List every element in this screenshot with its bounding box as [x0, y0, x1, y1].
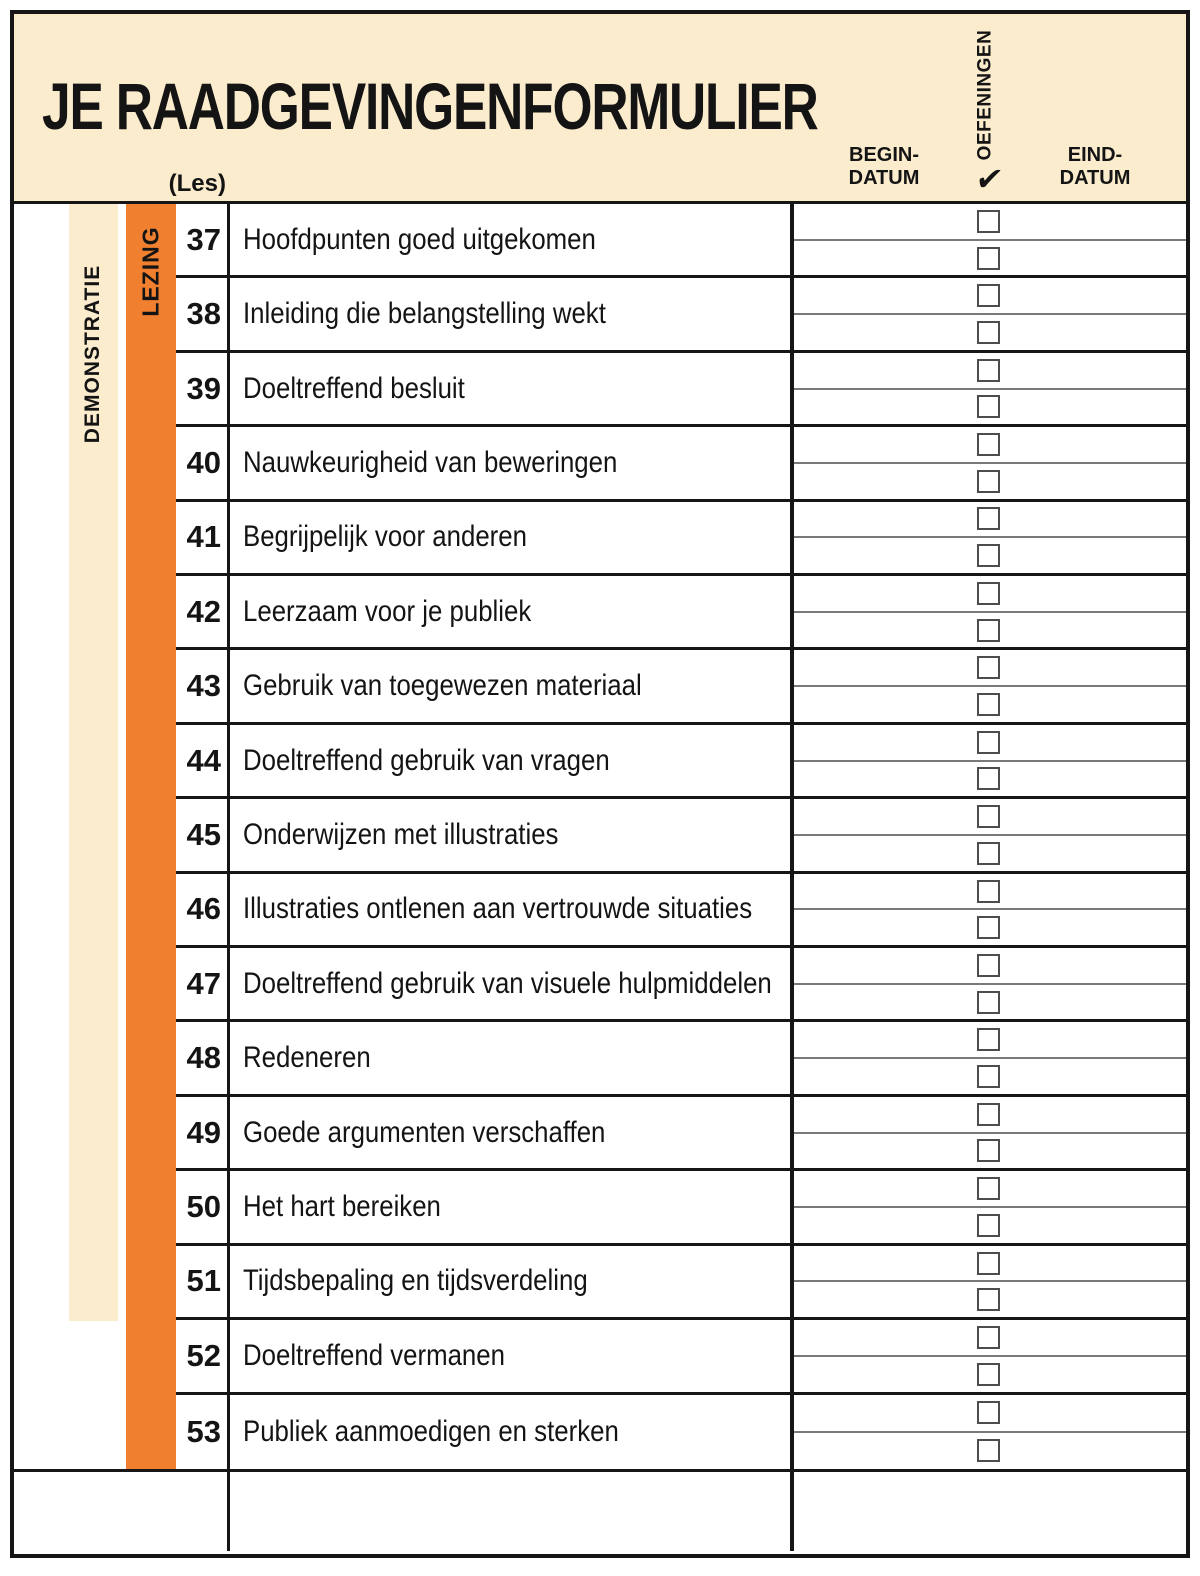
practice-session-row[interactable]	[790, 1246, 1186, 1283]
oefeningen-checkbox[interactable]	[977, 1139, 1000, 1162]
eind-datum-line1: EIND-	[1067, 144, 1123, 166]
counsel-point-label: Begrijpelijk voor anderen	[243, 520, 527, 554]
counsel-point-label: Goede argumenten verschaffen	[243, 1115, 606, 1149]
practice-session-row[interactable]	[790, 1357, 1186, 1392]
begin-datum-line1: BEGIN-	[849, 144, 919, 166]
oefeningen-checkbox[interactable]	[977, 842, 1000, 865]
lesson-row	[176, 650, 1186, 724]
practice-session-row[interactable]	[790, 1433, 1186, 1469]
practice-panel	[790, 650, 1186, 721]
lesson-row	[176, 1395, 1186, 1469]
eind-datum-line2: DATUM	[1059, 167, 1131, 189]
counsel-point	[227, 427, 790, 498]
lesson-number: 50	[186, 1188, 221, 1224]
lesson-number: 38	[186, 296, 221, 332]
counsel-point	[227, 1246, 790, 1317]
oefeningen-checkbox[interactable]	[977, 1177, 1000, 1200]
oefeningen-checkbox[interactable]	[977, 1252, 1000, 1275]
practice-panel	[790, 1395, 1186, 1469]
practice-session-row[interactable]	[790, 576, 1186, 613]
oefeningen-label: OEFENINGEN	[974, 29, 995, 161]
oefeningen-checkbox[interactable]	[977, 880, 1000, 903]
counsel-point	[227, 799, 790, 870]
lesson-number: 49	[186, 1114, 221, 1150]
practice-panel	[790, 278, 1186, 349]
lesson-row	[176, 725, 1186, 799]
lesson-number: 53	[186, 1413, 221, 1449]
counsel-point	[227, 1171, 790, 1242]
practice-session-row[interactable]	[790, 687, 1186, 722]
oefeningen-checkbox[interactable]	[977, 619, 1000, 642]
lesson-row	[176, 353, 1186, 427]
counsel-point-label: Leerzaam voor je publiek	[243, 594, 532, 628]
lesson-row	[176, 1171, 1186, 1245]
oefeningen-checkbox[interactable]	[977, 1028, 1000, 1051]
oefeningen-checkbox[interactable]	[977, 210, 1000, 233]
counsel-point	[227, 948, 790, 1019]
oefeningen-checkbox[interactable]	[977, 284, 1000, 307]
practice-session-row[interactable]	[790, 836, 1186, 871]
practice-panel	[790, 948, 1186, 1019]
counsel-point	[227, 1395, 790, 1469]
lesson-number: 44	[186, 742, 221, 778]
counsel-point	[227, 278, 790, 349]
practice-panel	[790, 1246, 1186, 1317]
practice-session-row[interactable]	[790, 1320, 1186, 1357]
counsel-point	[227, 204, 790, 275]
practice-session-row[interactable]	[790, 1282, 1186, 1317]
practice-panel	[790, 204, 1186, 275]
practice-session-row[interactable]	[790, 985, 1186, 1020]
lesson-number: 46	[186, 891, 221, 927]
lesson-number: 52	[186, 1337, 221, 1373]
oefeningen-checkbox[interactable]	[977, 247, 1000, 270]
lesson-number: 51	[186, 1263, 221, 1299]
oefeningen-checkbox[interactable]	[977, 1363, 1000, 1386]
oefeningen-checkbox[interactable]	[977, 656, 1000, 679]
practice-panel	[790, 874, 1186, 945]
counsel-point	[227, 353, 790, 424]
practice-panel	[790, 725, 1186, 796]
lesson-row	[176, 874, 1186, 948]
practice-session-row[interactable]	[790, 1059, 1186, 1094]
lesson-row	[176, 948, 1186, 1022]
lezing-bar	[126, 204, 176, 1469]
begin-datum-header	[804, 144, 964, 190]
counsel-point-label: Illustraties ontlenen aan vertrouwde situaties	[243, 892, 753, 926]
lesson-row	[176, 502, 1186, 576]
eind-datum-header	[1015, 144, 1175, 190]
oefeningen-checkbox[interactable]	[977, 1288, 1000, 1311]
oefeningen-checkbox[interactable]	[977, 1103, 1000, 1126]
demonstratie-label: DEMONSTRATIE	[81, 264, 105, 444]
counsel-point-label: Onderwijzen met illustraties	[243, 817, 559, 851]
practice-panel	[790, 799, 1186, 870]
counsel-point-label: Doeltreffend gebruik van visuele hulpmiddelen	[243, 966, 772, 1000]
lesson-row	[176, 1246, 1186, 1320]
oefeningen-checkbox[interactable]	[977, 1065, 1000, 1088]
lesson-number: 37	[186, 221, 221, 257]
empty-bottom-row	[14, 1469, 1186, 1551]
counsel-form	[10, 10, 1190, 1558]
practice-session-row[interactable]	[790, 1395, 1186, 1433]
counsel-point-label: Het hart bereiken	[243, 1189, 441, 1223]
practice-panel	[790, 1320, 1186, 1391]
lesson-row	[176, 204, 1186, 278]
lesson-row	[176, 427, 1186, 501]
counsel-point	[227, 502, 790, 573]
oefeningen-checkbox[interactable]	[977, 582, 1000, 605]
counsel-point-label: Inleiding die belangstelling wekt	[243, 297, 606, 331]
lesson-row	[176, 799, 1186, 873]
oefeningen-checkbox[interactable]	[977, 1439, 1000, 1462]
counsel-point-label: Hoofdpunten goed uitgekomen	[243, 222, 596, 256]
practice-session-row[interactable]	[790, 799, 1186, 836]
form-body	[14, 204, 1186, 1551]
oefeningen-checkbox[interactable]	[977, 321, 1000, 344]
practice-session-row[interactable]	[790, 538, 1186, 573]
counsel-point-label: Tijdsbepaling en tijdsverdeling	[243, 1264, 588, 1298]
oefeningen-checkbox[interactable]	[977, 359, 1000, 382]
practice-session-row[interactable]	[790, 1097, 1186, 1134]
practice-session-row[interactable]	[790, 390, 1186, 425]
oefeningen-checkbox[interactable]	[977, 470, 1000, 493]
lesson-number: 39	[186, 370, 221, 406]
counsel-point	[227, 1097, 790, 1168]
oefeningen-checkbox[interactable]	[977, 544, 1000, 567]
counsel-point-label: Doeltreffend besluit	[243, 371, 465, 405]
practice-session-row[interactable]	[790, 315, 1186, 350]
form-title: JE RAADGEVINGENFORMULIER	[42, 69, 818, 143]
oefeningen-checkbox[interactable]	[977, 954, 1000, 977]
dates-panel-divider	[790, 204, 794, 1551]
practice-session-row[interactable]	[790, 762, 1186, 797]
oefeningen-checkbox[interactable]	[977, 731, 1000, 754]
lesson-number: 41	[186, 519, 221, 555]
lesson-row	[176, 576, 1186, 650]
counsel-point	[227, 725, 790, 796]
practice-panel	[790, 353, 1186, 424]
practice-session-row[interactable]	[790, 948, 1186, 985]
oefeningen-checkbox[interactable]	[977, 1326, 1000, 1349]
number-column-divider	[227, 204, 230, 1551]
practice-session-row[interactable]	[790, 502, 1186, 539]
practice-session-row[interactable]	[790, 241, 1186, 276]
practice-session-row[interactable]	[790, 1208, 1186, 1243]
practice-session-row[interactable]	[790, 650, 1186, 687]
lesson-number: 47	[186, 965, 221, 1001]
counsel-point	[227, 874, 790, 945]
practice-panel	[790, 1097, 1186, 1168]
practice-session-row[interactable]	[790, 427, 1186, 464]
practice-session-row[interactable]	[790, 464, 1186, 499]
oefeningen-checkbox[interactable]	[977, 433, 1000, 456]
counsel-point-label: Nauwkeurigheid van beweringen	[243, 445, 618, 479]
counsel-point-label: Redeneren	[243, 1041, 371, 1075]
oefeningen-checkbox[interactable]	[977, 991, 1000, 1014]
oefeningen-checkbox[interactable]	[977, 1401, 1000, 1424]
counsel-point	[227, 1022, 790, 1093]
practice-session-row[interactable]	[790, 1171, 1186, 1208]
begin-datum-line2: DATUM	[848, 167, 920, 189]
counsel-point	[227, 576, 790, 647]
form-header: JE RAADGEVINGENFORMULIER (Les) BEGIN- DATUM OEFENINGEN ✔ EIND- DATUM	[14, 14, 1186, 204]
oefeningen-checkbox[interactable]	[977, 1214, 1000, 1237]
lesson-number: 48	[186, 1040, 221, 1076]
oefeningen-checkbox[interactable]	[977, 693, 1000, 716]
practice-session-row[interactable]	[790, 874, 1186, 911]
oefeningen-checkbox[interactable]	[977, 507, 1000, 530]
lesson-row	[176, 1022, 1186, 1096]
lesson-number: 42	[186, 593, 221, 629]
practice-session-row[interactable]	[790, 353, 1186, 390]
lesson-row	[176, 1320, 1186, 1394]
lesson-row	[176, 1097, 1186, 1171]
counsel-point-label: Publiek aanmoedigen en sterken	[243, 1414, 619, 1448]
practice-session-row[interactable]	[790, 613, 1186, 648]
practice-panel	[790, 1022, 1186, 1093]
practice-session-row[interactable]	[790, 910, 1186, 945]
counsel-point-label: Doeltreffend gebruik van vragen	[243, 743, 610, 777]
lesson-row	[176, 278, 1186, 352]
practice-panel	[790, 427, 1186, 498]
oefeningen-checkbox[interactable]	[977, 805, 1000, 828]
counsel-point	[227, 650, 790, 721]
practice-session-row[interactable]	[790, 1022, 1186, 1059]
les-column-label: (Les)	[168, 170, 226, 197]
lesson-number: 43	[186, 668, 221, 704]
practice-session-row[interactable]	[790, 725, 1186, 762]
oefeningen-checkbox[interactable]	[977, 916, 1000, 939]
practice-panel	[790, 502, 1186, 573]
practice-session-row[interactable]	[790, 278, 1186, 315]
practice-panel	[790, 1171, 1186, 1242]
practice-session-row[interactable]	[790, 1134, 1186, 1169]
lesson-rows	[176, 204, 1186, 1469]
lezing-label: LEZING	[137, 225, 164, 317]
counsel-point-label: Doeltreffend vermanen	[243, 1338, 505, 1372]
counsel-point-label: Gebruik van toegewezen materiaal	[243, 669, 642, 703]
counsel-point	[227, 1320, 790, 1391]
oefeningen-checkbox[interactable]	[977, 767, 1000, 790]
lesson-number: 45	[186, 816, 221, 852]
lesson-number: 40	[186, 444, 221, 480]
practice-panel	[790, 576, 1186, 647]
oefeningen-checkbox[interactable]	[977, 395, 1000, 418]
practice-session-row[interactable]	[790, 204, 1186, 241]
